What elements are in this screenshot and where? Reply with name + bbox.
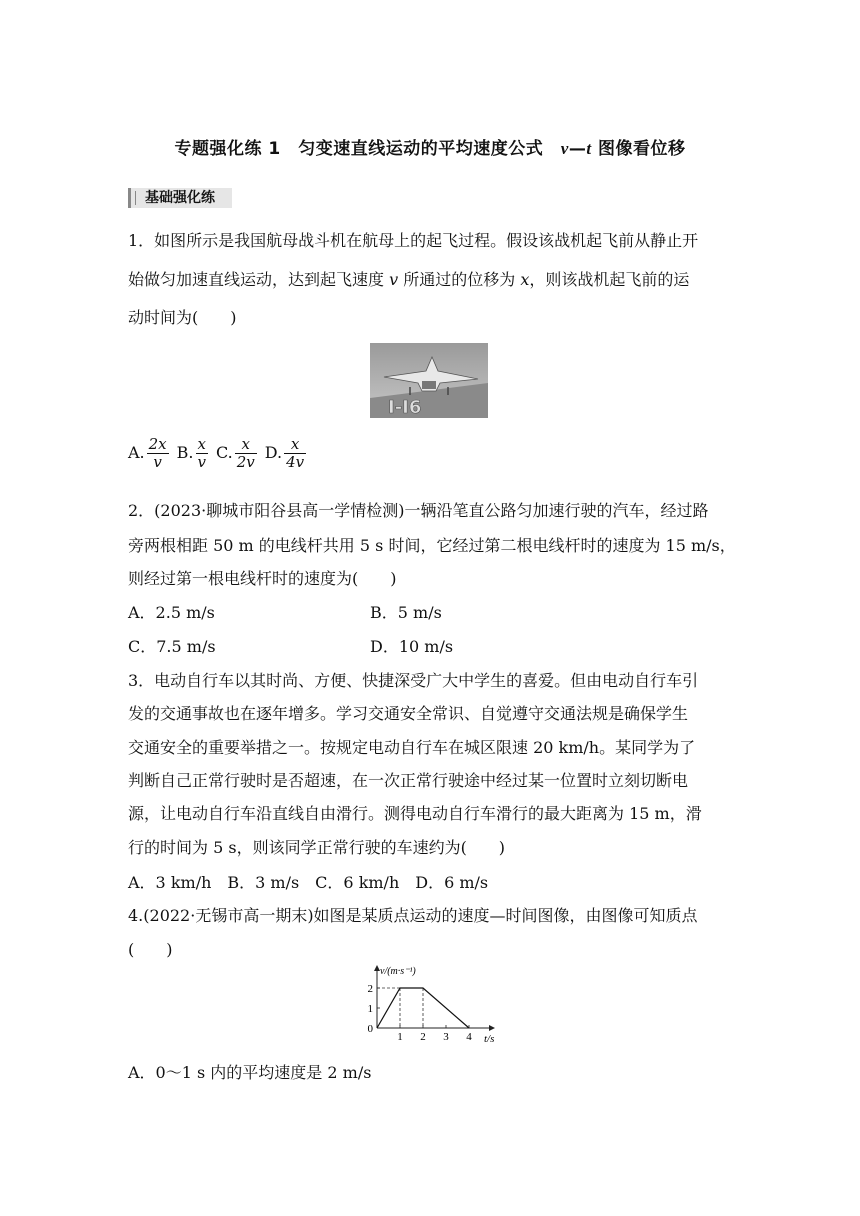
q3-line-2: 发的交通事故也在逐年增多。学习交通安全常识、自觉遵守交通法规是确保学生: [128, 704, 689, 723]
q2-option-d: D．10 m/s: [370, 637, 454, 656]
section-label: 基础强化练: [128, 188, 232, 208]
y-tick-label: 2: [367, 983, 373, 995]
page-title: 专题强化练 1 匀变速直线运动的平均速度公式 v—t 图像看位移: [174, 139, 686, 159]
q2-option-b: B．5 m/s: [370, 603, 442, 622]
option-label: B.: [176, 443, 194, 462]
velocity-time-chart: [362, 962, 502, 1046]
x-axis-label: t/s: [484, 1033, 495, 1045]
y-axis-label: v/(m·s⁻¹): [380, 966, 416, 977]
q1-option-b: [176, 435, 210, 471]
fraction-numerator: x: [284, 436, 306, 454]
q2-option-a: A．2.5 m/s: [128, 603, 215, 622]
q1-line-3: 动时间为( ): [128, 308, 237, 327]
x-tick-label: 1: [397, 1031, 403, 1043]
fraction-denominator: v: [153, 453, 162, 471]
y-tick-label: 1: [367, 1003, 373, 1015]
fraction: [235, 436, 257, 471]
fraction: [284, 436, 306, 471]
q2-line-1: 2．(2023·聊城市阳谷县高一学情检测)一辆沿笔直公路匀加速行驶的汽车，经过路: [128, 501, 709, 520]
option-label: D.: [264, 443, 283, 462]
fraction-numerator: x: [235, 436, 257, 454]
q1-options: [128, 436, 314, 471]
q3-line-5: 源，让电动自行车沿直线自由滑行。测得电动自行车滑行的最大距离为 15 m，滑: [128, 804, 702, 823]
q3-line-3: 交通安全的重要举措之一。按规定电动自行车在城区限速 20 km/h。某同学为了: [128, 738, 696, 757]
x-tick-label: 4: [466, 1031, 472, 1043]
fraction-numerator: x: [196, 436, 208, 454]
q1-option-a: [128, 435, 171, 471]
q2-line-3: 则经过第一根电线杆时的速度为( ): [128, 569, 397, 588]
q2-option-c: C．7.5 m/s: [128, 637, 216, 656]
option-label: A.: [128, 443, 145, 462]
option-label: C.: [215, 443, 233, 462]
q4-line-1: 4.(2022·无锡市高一期末)如图是某质点运动的速度—时间图像，由图像可知质点: [128, 906, 698, 925]
q1-line-2: 始做匀加速直线运动，达到起飞速度 v 所通过的位移为 x，则该战机起飞前的运: [128, 270, 690, 289]
fraction-denominator: 2v: [236, 453, 255, 471]
fraction-numerator: 2x: [148, 435, 167, 453]
q1-line-1: 1．如图所示是我国航母战斗机在航母上的起飞过程。假设该战机起飞前从静止开: [128, 231, 699, 250]
origin-label: 0: [367, 1023, 373, 1035]
q2-line-2: 旁两根相距 50 m 的电线杆共用 5 s 时间，它经过第二根电线杆时的速度为 15 m/s，: [128, 536, 736, 555]
q3-line-4: 判断自己正常行驶时是否超速，在一次正常行驶途中经过某一位置时立刻切断电: [128, 771, 689, 790]
q3-line-1: 3．电动自行车以其时尚、方便、快捷深受广大中学生的喜爱。但由电动自行车引: [128, 671, 699, 690]
fraction: [147, 436, 169, 471]
svg-text:I-I6: I-I6: [388, 397, 422, 418]
q1-option-d: [264, 435, 308, 471]
q4-line-2: ( ): [128, 940, 173, 959]
x-tick-label: 3: [443, 1031, 449, 1043]
q4-option-a: A．0～1 s 内的平均速度是 2 m/s: [128, 1063, 372, 1082]
fraction-denominator: v: [197, 453, 206, 471]
q3-options: A．3 km/h B．3 m/s C．6 km/h D．6 m/s: [128, 873, 489, 892]
fraction-denominator: 4v: [286, 453, 305, 471]
q3-line-6: 行的时间为 5 s，则该同学正常行驶的车速约为( ): [128, 838, 506, 857]
q1-option-c: [215, 435, 259, 471]
fighter-jet-photo: [370, 343, 488, 418]
fraction: [196, 436, 208, 471]
x-tick-label: 2: [420, 1031, 426, 1043]
